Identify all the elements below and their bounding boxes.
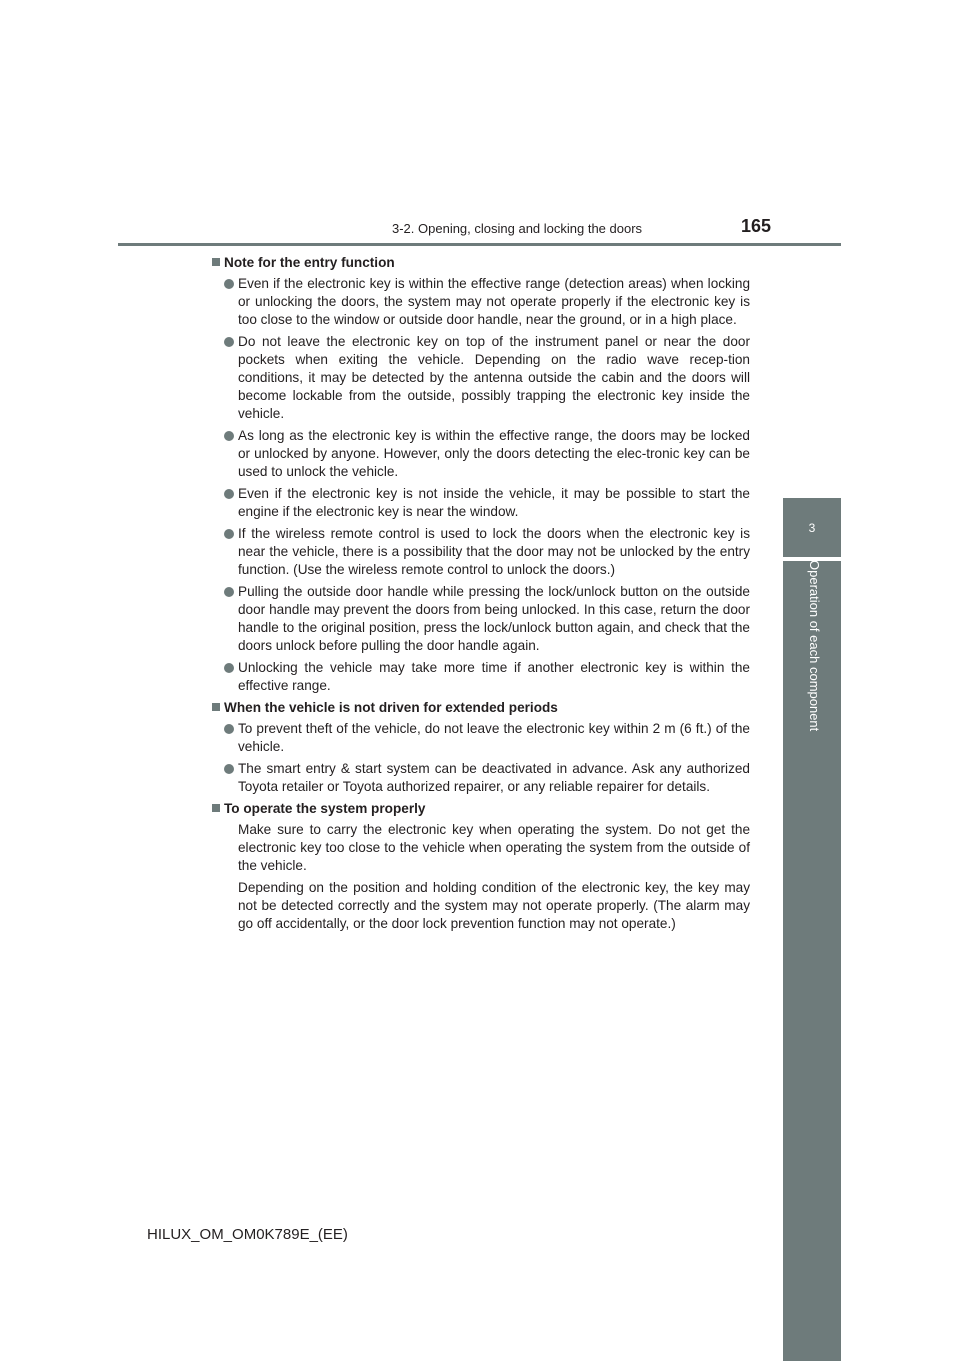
list-item-text: The smart entry & start system can be deactivated in advance. Ask any authorized Toyota retailer or Toyota authorized repairer, or any reliable repairer for details. [238,761,750,794]
list-item [212,427,750,481]
chapter-tab [783,498,841,557]
circle-bullet-icon [224,587,234,597]
paragraph: Depending on the position and holding condition of the electronic key, the key may not be detected correctly and the system may not operate properly. (The alarm may go off accidentally, or the door lock prevention function may not operate.) [238,880,750,931]
list-item [212,583,750,655]
list-item-text: Unlocking the vehicle may take more time if another electronic key is within the effective range. [238,660,750,693]
list-item [212,760,750,796]
list-item [212,485,750,521]
section-title [212,800,750,818]
page-number: 165 [741,216,772,236]
section-header: 3-2. Opening, closing and locking the doors [392,221,643,236]
circle-bullet-icon [224,529,234,539]
chapter-number: 3 [808,520,816,535]
section-title [212,699,750,717]
section-title-text: To operate the system properly [224,801,426,816]
circle-bullet-icon [224,764,234,774]
chapter-title: Operation of each component [807,560,822,732]
list-item-text: Pulling the outside door handle while pressing the lock/unlock button on the outside door handle may prevent the doors from being unlocked. In this case, return the door handle to the original position, press the lock/unlock button again, and check that the doors unlock before pulling the door handle again. [238,584,750,653]
circle-bullet-icon [224,724,234,734]
square-bullet-icon [212,703,220,711]
circle-bullet-icon [224,663,234,673]
list-item [212,275,750,329]
circle-bullet-icon [224,489,234,499]
section-title-text: Note for the entry function [224,255,395,270]
page-content [212,254,750,937]
header-divider [118,243,841,246]
section-title-text: When the vehicle is not driven for extended periods [224,700,558,715]
list-item [212,525,750,579]
list-item-text: As long as the electronic key is within the effective range, the doors may be locked or unlocked by anyone. However, only the doors detecting the elec-tronic key can be used to unlock the vehicle. [238,428,750,479]
list-item-text: To prevent theft of the vehicle, do not leave the electronic key within 2 m (6 ft.) of the vehicle. [238,721,750,754]
list-item-text: Even if the electronic key is not inside the vehicle, it may be possible to start the engine if the electronic key is near the window. [238,486,750,519]
square-bullet-icon [212,258,220,266]
list-item [212,720,750,756]
list-item-text: Even if the electronic key is within the effective range (detection areas) when locking or unlocking the doors, the system may not operate properly if the electronic key is too close to the window or outside door handle, near the ground, or in a high place. [238,276,750,327]
list-item-text: Do not leave the electronic key on top of the instrument panel or near the door pockets when exiting the vehicle. Depending on the radio wave recep-tion conditions, it may be detected by the antenna outside the cabin and the doors will become lockable from the outside, possibly trapping the electronic key inside the vehicle. [238,334,750,421]
circle-bullet-icon [224,337,234,347]
list-item-text: If the wireless remote control is used to lock the doors when the electronic key is near the vehicle, there is a possibility that the door may not be unlocked by the entry function. (Use the wireless remote control to unlock the doors.) [238,526,750,577]
circle-bullet-icon [224,431,234,441]
list-item [212,659,750,695]
square-bullet-icon [212,804,220,812]
paragraph: Make sure to carry the electronic key when operating the system. Do not get the electronic key too close to the vehicle when operating the system from the outside of the vehicle. [238,822,750,873]
circle-bullet-icon [224,279,234,289]
list-item [212,333,750,423]
manual-code: HILUX_OM_OM0K789E_(EE) [147,1226,348,1243]
section-title [212,254,750,272]
